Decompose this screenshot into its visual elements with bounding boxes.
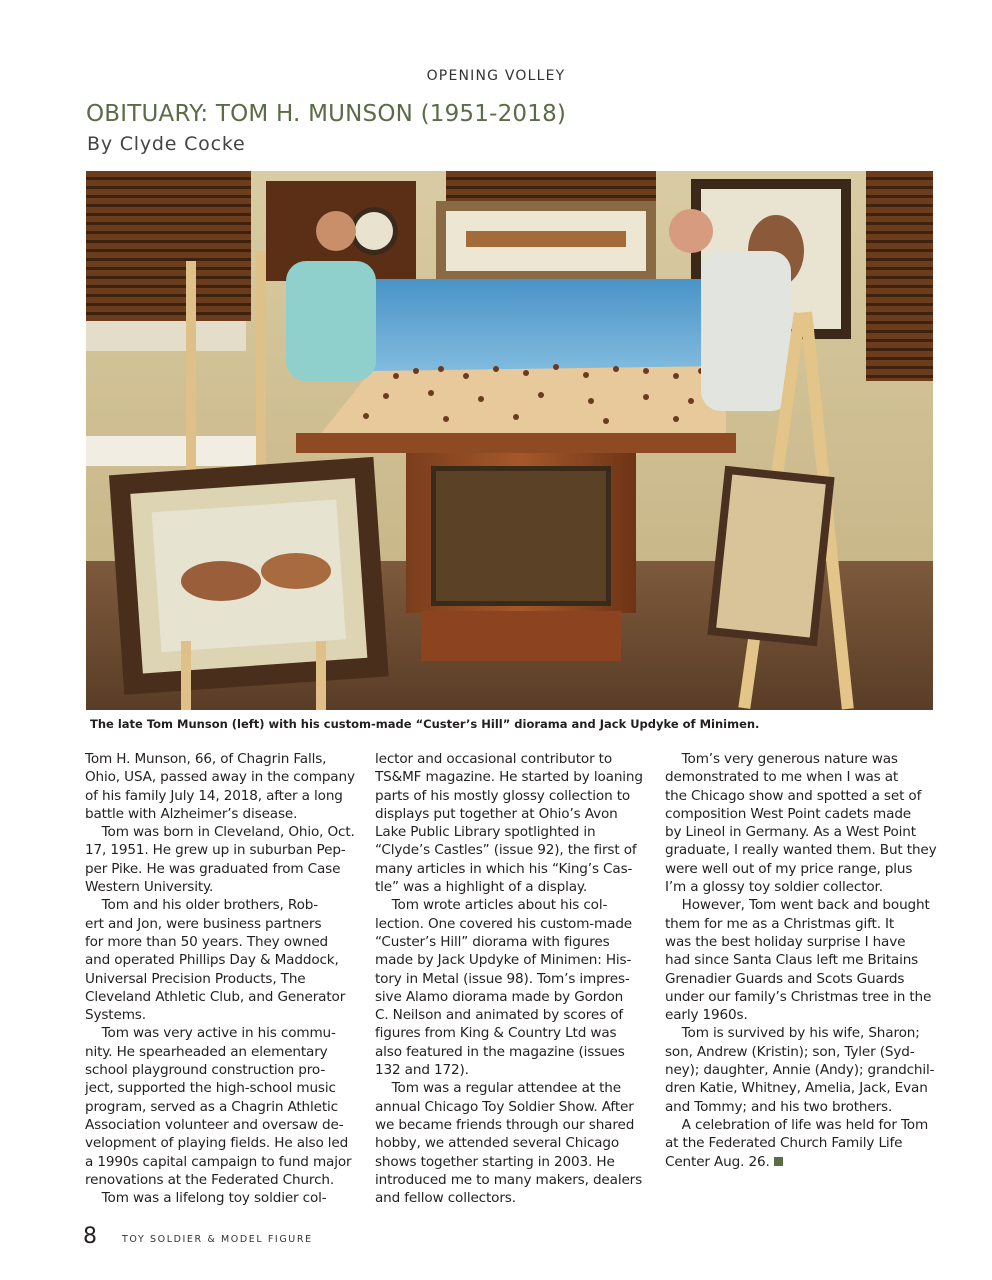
text-line: ject, supported the high-school music bbox=[85, 1080, 336, 1097]
text-line: lection. One covered his custom-made bbox=[375, 915, 633, 932]
text-line: a 1990s capital campaign to fund major bbox=[85, 1153, 352, 1170]
text-line: had since Santa Claus left me Britains bbox=[665, 952, 919, 969]
section-label: OPENING VOLLEY bbox=[426, 68, 566, 84]
text-line: lector and occasional contributor to bbox=[375, 751, 613, 767]
text-line: tle” was a highlight of a display. bbox=[375, 879, 588, 896]
text-line: parts of his mostly glossy collection to bbox=[375, 787, 631, 804]
text-line: displays put together at Ohio’s Avon bbox=[375, 805, 618, 822]
text-line: TS&MF magazine. He started by loaning bbox=[375, 769, 643, 786]
text-line: ney); daughter, Annie (Andy); grandchil- bbox=[665, 1062, 935, 1079]
text-line: school playground construction pro- bbox=[85, 1062, 326, 1079]
byline: By Clyde Cocke bbox=[87, 133, 246, 155]
text-line: Tom’s very generous nature was bbox=[665, 751, 898, 767]
text-line: ert and Jon, were business partners bbox=[85, 915, 322, 932]
text-line-final bbox=[665, 1153, 937, 1171]
text-line: C. Neilson and animated by scores of bbox=[375, 1007, 624, 1024]
text-line: Western University. bbox=[85, 879, 214, 896]
publication-name: TOY SOLDIER & MODEL FIGURE bbox=[122, 1234, 313, 1245]
text-line: However, Tom went back and bought bbox=[665, 897, 930, 914]
text-line: dren Katie, Whitney, Amelia, Jack, Evan bbox=[665, 1080, 928, 1097]
text-line: Tom was born in Cleveland, Ohio, Oct. bbox=[85, 824, 355, 841]
text-line: we became friends through our shared bbox=[375, 1116, 635, 1133]
text-line: were well out of my price range, plus bbox=[665, 860, 913, 877]
article-photo bbox=[86, 171, 933, 710]
text-line: hobby, we attended several Chicago bbox=[375, 1135, 619, 1152]
text-line: Tom is survived by his wife, Sharon; bbox=[665, 1025, 920, 1042]
page-number: 8 bbox=[83, 1224, 97, 1249]
text-line: at the Federated Church Family Life bbox=[665, 1135, 903, 1152]
text-line: and fellow collectors. bbox=[375, 1190, 516, 1207]
photo-caption: The late Tom Munson (left) with his custom-made “Custer’s Hill” diorama and Jack Updyke of Minimen. bbox=[90, 717, 760, 731]
text-line: also featured in the magazine (issues bbox=[375, 1043, 625, 1060]
text-line: Lake Public Library spotlighted in bbox=[375, 824, 596, 841]
text-line: by Lineol in Germany. As a West Point bbox=[665, 824, 916, 841]
text-line: shows together starting in 2003. He bbox=[375, 1153, 615, 1170]
text-line: son, Andrew (Kristin); son, Tyler (Syd- bbox=[665, 1043, 915, 1060]
text-line: “Clyde’s Castles” (issue 92), the first of bbox=[375, 842, 637, 859]
text-line: the Chicago show and spotted a set of bbox=[665, 787, 922, 804]
article-title: OBITUARY: TOM H. MUNSON (1951-2018) bbox=[86, 101, 567, 127]
text-line: A celebration of life was held for Tom bbox=[665, 1116, 929, 1133]
text-line: renovations at the Federated Church. bbox=[85, 1171, 335, 1188]
text-line: made by Jack Updyke of Minimen: His- bbox=[375, 952, 632, 969]
text-line: 132 and 172). bbox=[375, 1062, 469, 1079]
text-line: many articles in which his “King’s Cas- bbox=[375, 860, 633, 877]
text-line: introduced me to many makers, dealers bbox=[375, 1171, 643, 1188]
photo-image bbox=[86, 171, 933, 710]
text-line: graduate, I really wanted them. But they bbox=[665, 842, 937, 859]
text-line: nity. He spearheaded an elementary bbox=[85, 1043, 328, 1060]
text-line: composition West Point cadets made bbox=[665, 805, 912, 822]
text-line: Grenadier Guards and Scots Guards bbox=[665, 970, 905, 987]
text-line: “Custer’s Hill” diorama with figures bbox=[375, 933, 610, 950]
text-line: Tom H. Munson, 66, of Chagrin Falls, bbox=[85, 751, 327, 767]
text-line: Association volunteer and oversaw de- bbox=[85, 1116, 344, 1133]
text-line: under our family’s Christmas tree in the bbox=[665, 988, 932, 1005]
text-line: Tom and his older brothers, Rob- bbox=[85, 897, 318, 914]
text-line: per Pike. He was graduated from Case bbox=[85, 860, 341, 877]
end-of-article-mark-icon bbox=[774, 1157, 783, 1166]
text-line: for more than 50 years. They owned bbox=[85, 933, 329, 950]
text-line: I’m a glossy toy soldier collector. bbox=[665, 879, 883, 896]
text-line: Ohio, USA, passed away in the company bbox=[85, 769, 355, 786]
text-line: Cleveland Athletic Club, and Generator bbox=[85, 988, 346, 1005]
text-line: Tom was a regular attendee at the bbox=[375, 1080, 621, 1097]
text-line: Tom wrote articles about his col- bbox=[375, 897, 608, 914]
text-line: early 1960s. bbox=[665, 1007, 748, 1024]
article-column-1 bbox=[85, 750, 357, 1207]
text-line: and Tommy; and his two brothers. bbox=[665, 1098, 893, 1115]
text-line: battle with Alzheimer’s disease. bbox=[85, 805, 298, 822]
text-line: demonstrated to me when I was at bbox=[665, 769, 899, 786]
article-column-2 bbox=[375, 750, 647, 1207]
text-line: Tom was very active in his commu- bbox=[85, 1025, 336, 1042]
text-line: them for me as a Christmas gift. It bbox=[665, 915, 895, 932]
text-line: was the best holiday surprise I have bbox=[665, 933, 906, 950]
text-line: program, served as a Chagrin Athletic bbox=[85, 1098, 338, 1115]
text-line-final-text: Center Aug. 26. bbox=[665, 1153, 770, 1170]
text-line: annual Chicago Toy Soldier Show. After bbox=[375, 1098, 634, 1115]
text-line: and operated Phillips Day & Maddock, bbox=[85, 952, 339, 969]
text-line: sive Alamo diorama made by Gordon bbox=[375, 988, 624, 1005]
text-line: Systems. bbox=[85, 1007, 146, 1024]
text-line: Universal Precision Products, The bbox=[85, 970, 306, 987]
article-column-3 bbox=[665, 750, 937, 1171]
text-line: of his family July 14, 2018, after a long bbox=[85, 787, 343, 804]
text-line: 17, 1951. He grew up in suburban Pep- bbox=[85, 842, 346, 859]
text-line: Tom was a lifelong toy soldier col- bbox=[85, 1190, 327, 1207]
text-line: tory in Metal (issue 98). Tom’s impres- bbox=[375, 970, 630, 987]
text-line: velopment of playing fields. He also led bbox=[85, 1135, 349, 1152]
text-line: figures from King & Country Ltd was bbox=[375, 1025, 617, 1042]
